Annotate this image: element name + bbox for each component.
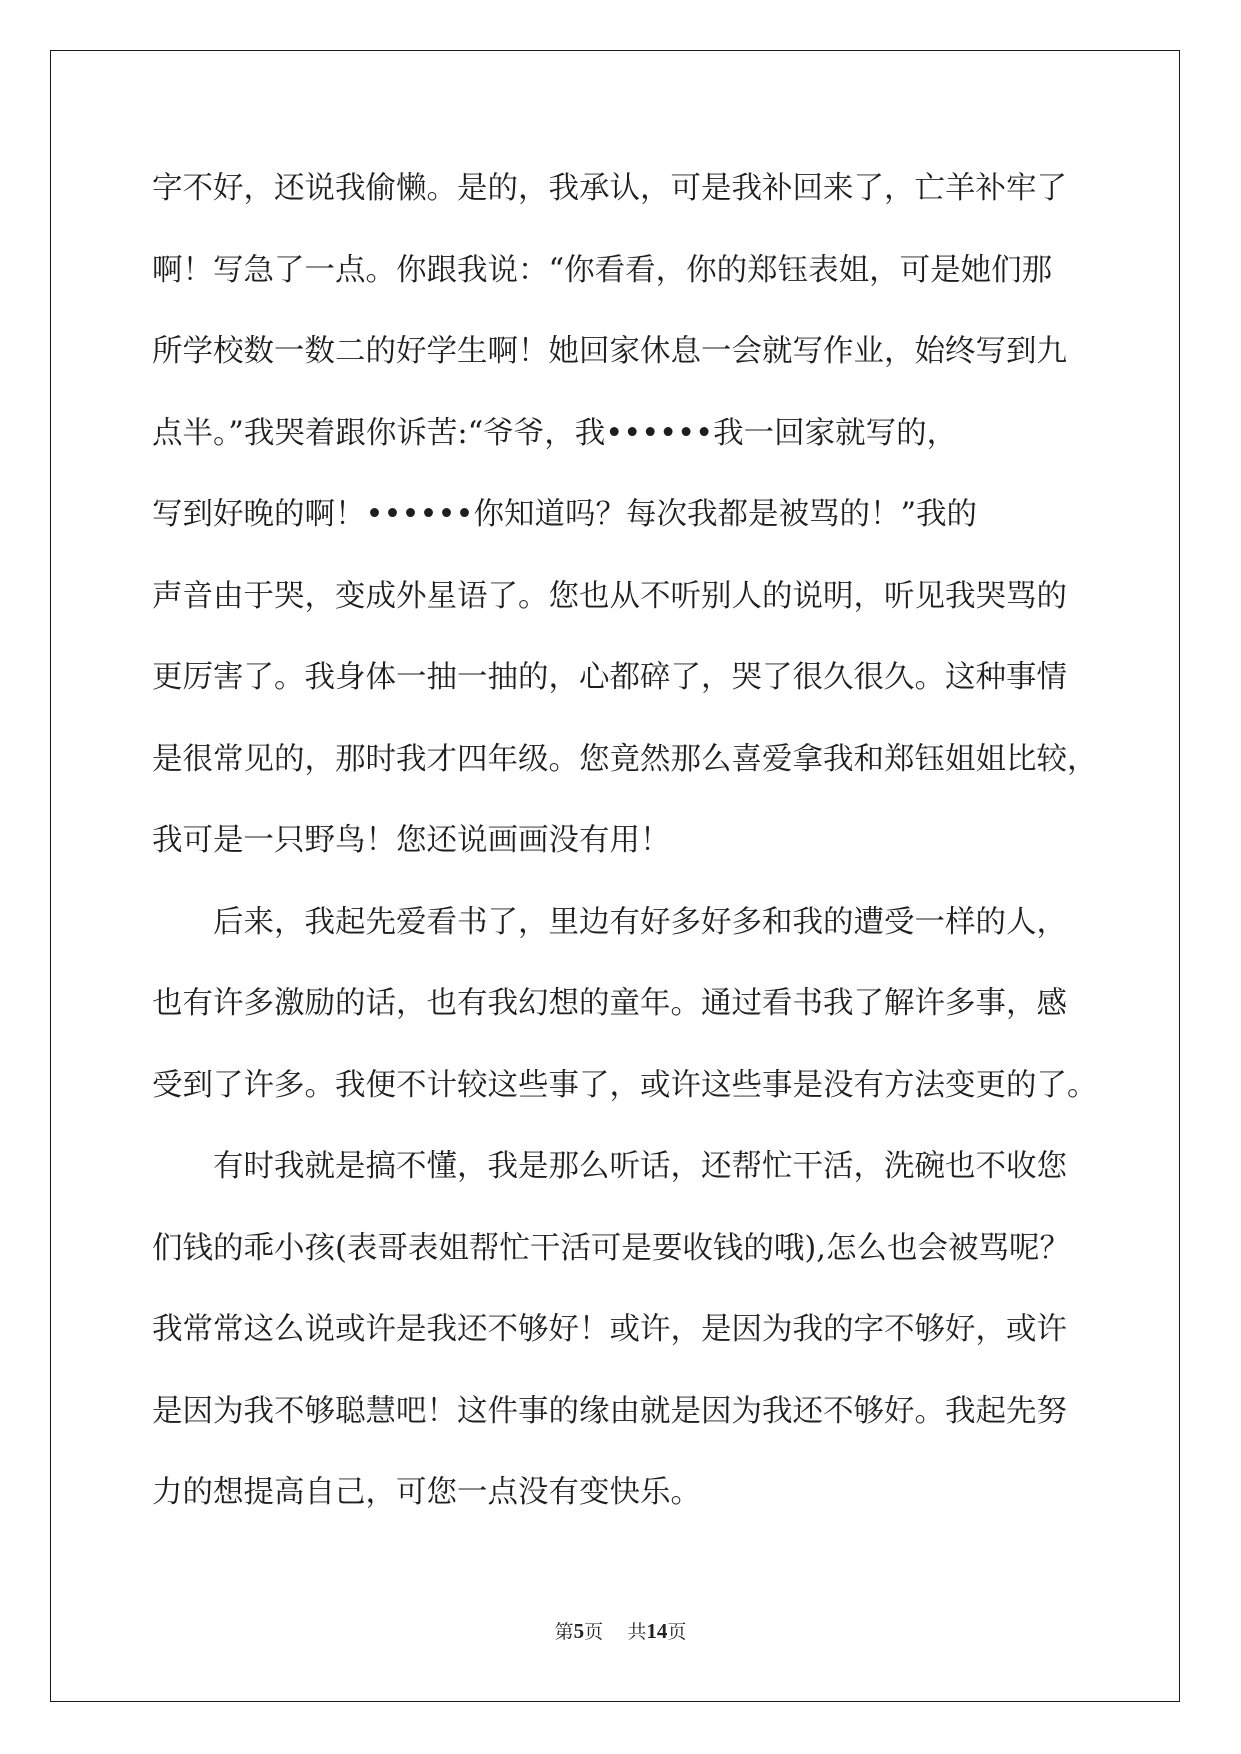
text-line: 力的想提高自己，可您一点没有变快乐。 — [152, 1475, 701, 1510]
text-line: 声音由于哭，变成外星语了。您也从不听别人的说明，听见我哭骂的 — [152, 578, 1067, 614]
text-line: 更厉害了。我身体一抽一抽的，心都碎了，哭了很久很久。这种事情 — [152, 660, 1067, 695]
page-prefix: 第 — [554, 1621, 574, 1643]
total-suffix: 页 — [667, 1621, 687, 1643]
page-footer — [0, 1617, 1241, 1644]
text-line: 我可是一只野鸟！您还说画画没有用！ — [152, 823, 671, 858]
text-line: 们钱的乖小孩(表哥表姐帮忙干活可是要收钱的哦),怎么也会被骂呢？ — [152, 1230, 1070, 1266]
document-body — [152, 148, 1098, 1534]
text-line: 所学校数一数二的好学生啊！她回家休息一会就写作业，始终写到九 — [152, 334, 1067, 369]
text-line: 啊！写急了一点。你跟我说：“你看看，你的郑钰表姐，可是她们那 — [152, 252, 1053, 288]
text-line: 点半。”我哭着跟你诉苦:“爷爷，我••••••我一回家就写的， — [152, 415, 958, 451]
text-line: 是因为我不够聪慧吧！这件事的缘由就是因为我还不够好。我起先努 — [152, 1393, 1067, 1429]
text-line: 字不好，还说我偷懒。是的，我承认，可是我补回来了，亡羊补牢了 — [152, 171, 1067, 206]
text-line: 写到好晚的啊！••••••你知道吗？每次我都是被骂的！”我的 — [152, 497, 978, 532]
text-line: 有时我就是搞不懂，我是那么听话，还帮忙干活，洗碗也不收您 — [152, 1149, 1067, 1184]
total-prefix: 共 — [627, 1621, 647, 1643]
text-line: 我常常这么说或许是我还不够好！或许，是因为我的字不够好，或许 — [152, 1312, 1067, 1347]
total-pages: 14 — [646, 1619, 668, 1643]
page-number: 5 — [573, 1619, 585, 1643]
text-line: 也有许多激励的话，也有我幻想的童年。通过看书我了解许多事，感 — [152, 986, 1067, 1021]
text-line: 是很常见的，那时我才四年级。您竟然那么喜爱拿我和郑钰姐姐比较， — [152, 741, 1098, 777]
text-line: 受到了许多。我便不计较这些事了，或许这些事是没有方法变更的了。 — [152, 1067, 1098, 1103]
page-suffix: 页 — [584, 1621, 604, 1643]
text-line: 后来，我起先爱看书了，里边有好多好多和我的遭受一样的人， — [152, 904, 1067, 940]
